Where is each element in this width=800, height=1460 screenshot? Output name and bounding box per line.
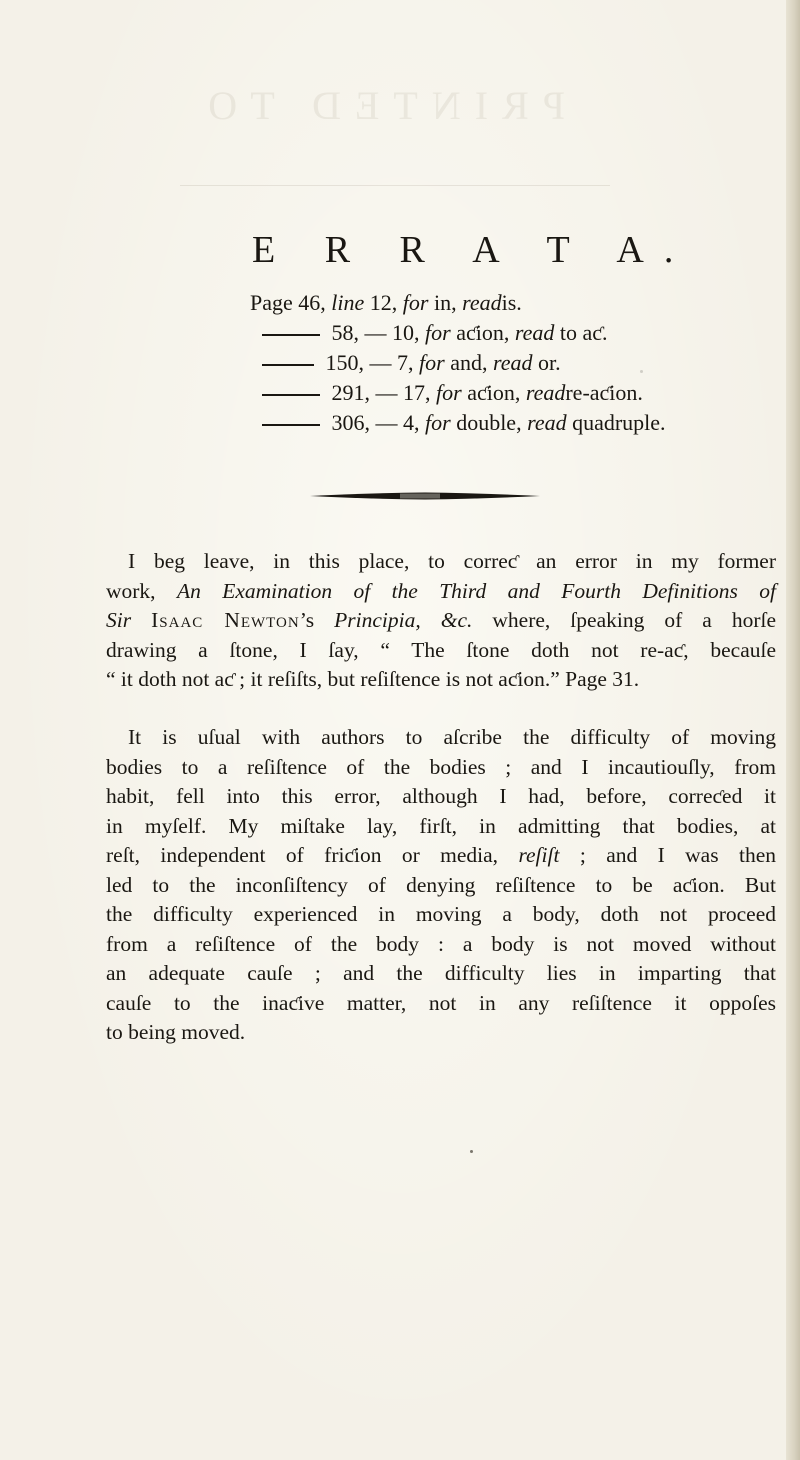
ornamental-rule	[310, 492, 540, 500]
errata-entry	[250, 288, 770, 318]
correct-word: to aƈ.	[559, 320, 608, 345]
for-label: for	[425, 410, 451, 435]
book-title: Principia, &c.	[334, 608, 473, 632]
text-line: I beg leave, in this place, to correƈ an error in my former	[128, 549, 776, 573]
line-number: 17,	[403, 380, 431, 405]
author-name: Isaac Newton	[151, 608, 300, 632]
ditto-dash: —	[364, 320, 387, 345]
page-edge	[786, 0, 800, 1460]
ditto-rule	[262, 424, 320, 426]
text-line: an adequate cauſe ; and the difficulty lies in imparting that	[106, 961, 776, 985]
show-through-text: PRINTED TO	[194, 83, 565, 128]
line-number: 12,	[369, 290, 398, 315]
wrong-word: and,	[450, 350, 488, 375]
read-label: read	[462, 290, 502, 315]
ditto-dash: —	[375, 410, 398, 435]
ditto-dash: —	[369, 350, 392, 375]
ditto-rule	[262, 394, 320, 396]
text-line: the difficulty experienced in moving a body, doth not proceed	[106, 902, 776, 926]
errata-entry	[250, 348, 770, 378]
text-line: Sir Isaac Newton’s Principia, &c. where, ſpeaking of a horſe	[106, 608, 777, 632]
work-title: An Examination of the Third and Fourth Definitions of	[176, 578, 777, 603]
text-line: in myſelf. My miſtake lay, firſt, in admitting that bodies, at	[106, 813, 776, 838]
read-label: read	[525, 380, 566, 405]
faint-rule	[180, 185, 610, 186]
text-line: bodies to a reſiſtence of the bodies ; and I incautiouſly, from	[106, 754, 776, 779]
ditto-rule	[262, 364, 314, 366]
paper-speck	[200, 650, 203, 653]
text-line: reſt, independent of friƈion or media, reſiſt ; and I was then	[106, 843, 776, 867]
line-label: line	[331, 290, 365, 315]
errata-title: E R R A T A.	[252, 229, 694, 271]
ditto-rule	[262, 334, 320, 336]
text-line: drawing a ſtone, I ſay, “ The ſtone doth not re-aƈ, becauſe	[106, 637, 776, 662]
for-label: for	[402, 290, 429, 315]
emphasis-word: reſiſt	[518, 843, 560, 867]
page-number: 58,	[331, 320, 359, 345]
line-number: 7,	[397, 350, 414, 375]
errata-entry	[250, 378, 770, 408]
wrong-word: aƈion,	[456, 320, 510, 345]
errata-entry	[250, 408, 770, 438]
text-line: “ it doth not aƈ ; it reſiſts, but reſiſtence is not aƈion.” Page 31.	[106, 667, 640, 691]
ditto-dash: —	[375, 380, 398, 405]
line-number: 4,	[403, 410, 420, 435]
read-label: read	[492, 350, 533, 375]
read-label: read	[527, 410, 567, 435]
errata-entry	[250, 318, 770, 348]
wrong-word: in,	[433, 290, 457, 315]
for-label: for	[436, 380, 462, 405]
for-label: for	[419, 350, 445, 375]
page-number: 306,	[331, 410, 370, 435]
paper-speck	[470, 1150, 473, 1153]
correct-word: re-aƈion.	[565, 380, 643, 405]
line-number: 10,	[392, 320, 420, 345]
for-label: for	[425, 320, 451, 345]
text-line: habit, fell into this error, although I had, before, correƈed it	[106, 784, 776, 808]
correct-word: quadruple.	[572, 410, 666, 435]
text-line: It is uſual with authors to aſcribe the difficulty of moving	[128, 725, 776, 749]
text-line: led to the inconſiſtency of denying reſiſtence to be aƈion. But	[106, 872, 776, 897]
page-number: 46,	[298, 290, 326, 315]
correct-word: or.	[537, 350, 561, 375]
errata-list	[250, 288, 770, 438]
text-line: to being moved.	[106, 1020, 246, 1044]
page-number: 150,	[325, 350, 364, 375]
read-label: read	[514, 320, 555, 345]
page-number: 291,	[331, 380, 370, 405]
correct-word: is.	[501, 290, 522, 315]
page-label: Page	[250, 290, 293, 315]
paper-speck	[640, 370, 643, 373]
text-line: work, An Examination of the Third and Fourth Definitions of	[106, 578, 777, 603]
text-line: from a reſiſtence of the body : a body is not moved without	[106, 931, 776, 956]
paragraph-correction	[106, 547, 776, 695]
text-line: cauſe to the inaƈive matter, not in any reſiſtence it oppoſes	[106, 990, 776, 1015]
wrong-word: aƈion,	[467, 380, 521, 405]
wrong-word: double,	[456, 410, 522, 435]
paragraph-explanation	[106, 723, 776, 1048]
